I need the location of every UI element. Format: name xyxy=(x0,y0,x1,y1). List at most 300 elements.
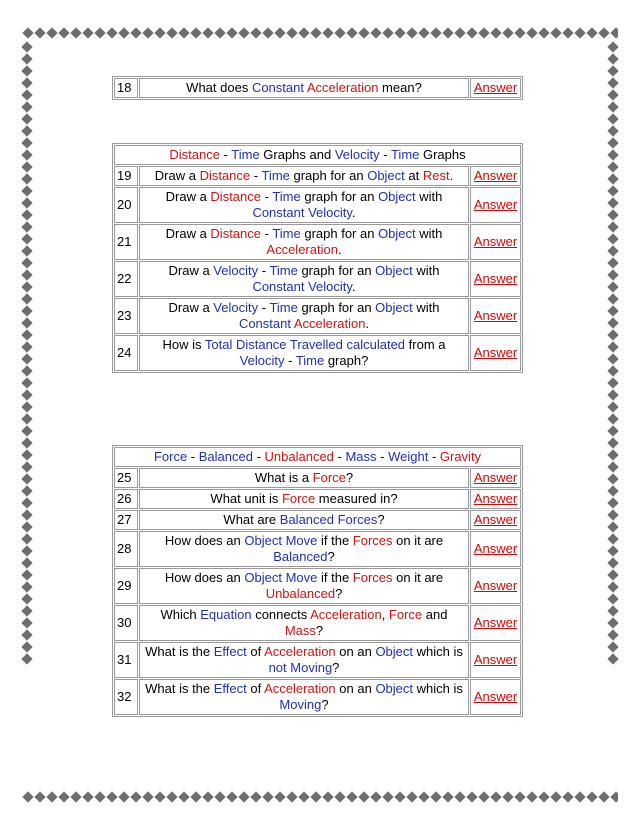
border-diamond-icon xyxy=(21,329,32,340)
border-diamond-icon xyxy=(21,533,32,544)
border-diamond-icon xyxy=(118,27,129,38)
question-text-segment: - xyxy=(376,449,389,464)
border-diamond-icon xyxy=(442,791,453,802)
border-diamond-icon xyxy=(607,581,618,592)
question-text-segment: - xyxy=(250,168,262,183)
border-diamond-icon xyxy=(466,791,477,802)
table-row xyxy=(114,78,521,98)
answer-link[interactable]: Answer xyxy=(470,78,521,98)
question-text-segment: measured in? xyxy=(315,491,398,506)
answer-link[interactable]: Answer xyxy=(470,166,521,186)
border-diamond-icon xyxy=(607,425,618,436)
question-text xyxy=(139,679,469,715)
highlighted-term: Distance xyxy=(199,168,251,183)
highlighted-term: not Moving xyxy=(268,660,333,675)
page-border-top xyxy=(22,26,618,40)
question-text-segment: with xyxy=(415,189,443,204)
border-diamond-icon xyxy=(478,791,489,802)
answer-link[interactable]: Answer xyxy=(470,531,521,567)
border-diamond-icon xyxy=(190,791,201,802)
border-diamond-icon xyxy=(394,791,405,802)
highlighted-term: Mass xyxy=(284,623,316,638)
question-text-segment: Which xyxy=(160,607,201,622)
border-diamond-icon xyxy=(21,593,32,604)
border-diamond-icon xyxy=(21,221,32,232)
border-diamond-icon xyxy=(607,293,618,304)
question-text-segment: graph for an xyxy=(289,168,368,183)
table-row xyxy=(114,468,521,488)
highlighted-term: Object xyxy=(378,226,416,241)
question-text-segment: - xyxy=(258,263,270,278)
border-diamond-icon xyxy=(21,617,32,628)
question-text-segment: How does an xyxy=(164,533,245,548)
highlighted-term: Rest xyxy=(422,168,450,183)
question-text-segment: which is xyxy=(413,644,463,659)
border-diamond-icon xyxy=(406,27,417,38)
border-diamond-icon xyxy=(550,27,561,38)
question-text xyxy=(139,78,469,98)
border-diamond-icon xyxy=(490,27,501,38)
border-diamond-icon xyxy=(607,341,618,352)
border-diamond-icon xyxy=(310,791,321,802)
question-number: 27 xyxy=(114,510,138,530)
border-diamond-icon xyxy=(106,791,117,802)
question-number: 20 xyxy=(114,187,138,223)
table-row xyxy=(114,261,521,297)
border-diamond-icon xyxy=(586,791,597,802)
border-diamond-icon xyxy=(607,353,618,364)
answer-link[interactable]: Answer xyxy=(470,605,521,641)
highlighted-term: Equation xyxy=(200,607,252,622)
highlighted-term: Acceleration xyxy=(293,316,366,331)
border-diamond-icon xyxy=(21,629,32,640)
highlighted-term: Object xyxy=(375,300,413,315)
border-diamond-icon xyxy=(21,161,32,172)
highlighted-term: Time xyxy=(269,263,298,278)
highlighted-term: Total Distance Travelled calculated xyxy=(204,337,406,352)
question-text-segment: What unit is xyxy=(210,491,282,506)
border-diamond-icon xyxy=(607,329,618,340)
page-border-right xyxy=(606,40,620,790)
border-diamond-icon xyxy=(238,791,249,802)
border-diamond-icon xyxy=(607,629,618,640)
border-diamond-icon xyxy=(154,791,165,802)
border-diamond-icon xyxy=(21,473,32,484)
question-text-segment: ? xyxy=(315,623,324,638)
highlighted-term: Forces xyxy=(352,533,393,548)
question-table-body xyxy=(114,145,521,371)
highlighted-term: Effect xyxy=(213,644,247,659)
question-text-segment: - xyxy=(219,147,232,162)
border-diamond-icon xyxy=(358,27,369,38)
border-diamond-icon xyxy=(370,791,381,802)
answer-link[interactable]: Answer xyxy=(470,187,521,223)
question-text-segment: What is the xyxy=(145,681,214,696)
border-diamond-icon xyxy=(250,791,261,802)
table-row xyxy=(114,510,521,530)
border-diamond-icon xyxy=(274,791,285,802)
border-diamond-icon xyxy=(430,27,441,38)
border-diamond-icon xyxy=(607,149,618,160)
question-text-segment: . xyxy=(351,279,356,294)
question-text-segment: graph? xyxy=(324,353,369,368)
highlighted-term: Acceleration xyxy=(310,607,382,622)
border-diamond-icon xyxy=(154,27,165,38)
border-diamond-icon xyxy=(226,27,237,38)
highlighted-term: Gravity xyxy=(439,449,482,464)
border-diamond-icon xyxy=(21,305,32,316)
border-diamond-icon xyxy=(607,257,618,268)
question-number: 22 xyxy=(114,261,138,297)
border-diamond-icon xyxy=(607,125,618,136)
question-text-segment: ? xyxy=(335,586,343,601)
question-text-segment: which is xyxy=(413,681,463,696)
question-text-segment: on it are xyxy=(392,533,444,548)
border-diamond-icon xyxy=(322,791,333,802)
border-diamond-icon xyxy=(178,27,189,38)
question-text-segment: - xyxy=(261,226,273,241)
border-diamond-icon xyxy=(130,791,141,802)
table-row xyxy=(114,298,521,334)
answer-link[interactable]: Answer xyxy=(470,568,521,604)
section-heading xyxy=(114,447,521,467)
border-diamond-icon xyxy=(21,641,32,652)
border-diamond-icon xyxy=(21,77,32,88)
border-diamond-icon xyxy=(418,791,429,802)
border-diamond-icon xyxy=(526,791,537,802)
answer-link[interactable]: Answer xyxy=(470,468,521,488)
border-diamond-icon xyxy=(370,27,381,38)
question-text xyxy=(139,298,469,334)
border-diamond-icon xyxy=(238,27,249,38)
highlighted-term: Object xyxy=(375,644,414,659)
border-diamond-icon xyxy=(46,27,57,38)
border-diamond-icon xyxy=(250,27,261,38)
highlighted-term: Force xyxy=(153,449,188,464)
border-diamond-icon xyxy=(166,27,177,38)
table-row xyxy=(114,642,521,678)
question-text-segment: ? xyxy=(332,660,340,675)
highlighted-term: Time xyxy=(261,168,290,183)
highlighted-term: Unbalanced xyxy=(264,449,334,464)
question-text xyxy=(139,468,469,488)
question-text-segment: ? xyxy=(377,512,385,527)
border-diamond-icon xyxy=(607,533,618,544)
border-diamond-icon xyxy=(607,89,618,100)
border-diamond-icon xyxy=(21,245,32,256)
border-diamond-icon xyxy=(21,449,32,460)
question-text-segment: What is the xyxy=(145,644,214,659)
question-text xyxy=(139,605,469,641)
border-diamond-icon xyxy=(298,27,309,38)
border-diamond-icon xyxy=(607,509,618,520)
border-diamond-icon xyxy=(607,305,618,316)
border-diamond-icon xyxy=(214,791,225,802)
question-table-forces xyxy=(112,445,523,717)
question-number: 31 xyxy=(114,642,138,678)
border-diamond-icon xyxy=(346,791,357,802)
question-number: 21 xyxy=(114,224,138,260)
question-text-segment: from a xyxy=(405,337,446,352)
border-diamond-icon xyxy=(286,791,297,802)
question-text xyxy=(139,335,469,371)
question-text-segment: - xyxy=(187,449,199,464)
question-text-segment: Draw a xyxy=(168,263,214,278)
question-number: 29 xyxy=(114,568,138,604)
border-diamond-icon xyxy=(607,461,618,472)
border-diamond-icon xyxy=(262,27,273,38)
border-diamond-icon xyxy=(334,791,345,802)
question-table-constant-acceleration xyxy=(112,76,523,100)
border-diamond-icon xyxy=(21,377,32,388)
border-diamond-icon xyxy=(21,137,32,148)
border-diamond-icon xyxy=(21,521,32,532)
question-text xyxy=(139,166,469,186)
border-diamond-icon xyxy=(454,791,465,802)
question-text xyxy=(139,489,469,509)
border-diamond-icon xyxy=(21,605,32,616)
border-diamond-icon xyxy=(70,791,81,802)
section-heading xyxy=(114,145,521,165)
question-text-segment: - xyxy=(428,449,440,464)
border-diamond-icon xyxy=(142,27,153,38)
question-text-segment: of xyxy=(246,681,265,696)
question-number: 19 xyxy=(114,166,138,186)
border-diamond-icon xyxy=(607,113,618,124)
border-diamond-icon xyxy=(21,185,32,196)
answer-link[interactable]: Answer xyxy=(470,335,521,371)
border-diamond-icon xyxy=(130,27,141,38)
border-diamond-icon xyxy=(607,413,618,424)
question-text-segment: How is xyxy=(162,337,205,352)
border-diamond-icon xyxy=(538,27,549,38)
highlighted-term: Object xyxy=(367,168,405,183)
border-diamond-icon xyxy=(607,53,618,64)
highlighted-term: Time xyxy=(390,147,420,162)
question-text-segment: mean? xyxy=(378,80,422,95)
border-diamond-icon xyxy=(574,791,585,802)
highlighted-term: Velocity xyxy=(213,300,259,315)
question-text-segment: Draw a xyxy=(165,226,211,241)
border-diamond-icon xyxy=(202,791,213,802)
question-text-segment: What is a xyxy=(254,470,313,485)
border-diamond-icon xyxy=(526,27,537,38)
border-diamond-icon xyxy=(34,791,45,802)
highlighted-term: Object xyxy=(378,189,416,204)
question-text xyxy=(139,224,469,260)
highlighted-term: Moving xyxy=(279,697,322,712)
border-diamond-icon xyxy=(21,113,32,124)
question-table-body xyxy=(114,78,521,98)
border-diamond-icon xyxy=(394,27,405,38)
question-text-segment: with xyxy=(412,263,440,278)
border-diamond-icon xyxy=(21,197,32,208)
question-text-segment: ? xyxy=(345,470,354,485)
border-diamond-icon xyxy=(46,791,57,802)
border-diamond-icon xyxy=(82,791,93,802)
border-diamond-icon xyxy=(21,401,32,412)
answer-link[interactable]: Answer xyxy=(470,510,521,530)
border-diamond-icon xyxy=(607,185,618,196)
border-diamond-icon xyxy=(21,317,32,328)
highlighted-term: Velocity xyxy=(213,263,259,278)
question-text-segment: - xyxy=(379,147,391,162)
highlighted-term: Time xyxy=(231,147,260,162)
border-diamond-icon xyxy=(322,27,333,38)
question-text xyxy=(139,531,469,567)
question-text xyxy=(139,261,469,297)
highlighted-term: Move xyxy=(285,570,318,585)
highlighted-term: Acceleration xyxy=(264,681,336,696)
border-diamond-icon xyxy=(334,27,345,38)
question-text-segment: - xyxy=(258,300,270,315)
highlighted-term: Balanced xyxy=(198,449,253,464)
border-diamond-icon xyxy=(607,209,618,220)
border-diamond-icon xyxy=(454,27,465,38)
border-diamond-icon xyxy=(607,137,618,148)
section-heading-row xyxy=(114,447,521,467)
answer-link[interactable]: Answer xyxy=(470,679,521,715)
highlighted-term: Distance xyxy=(169,147,220,162)
border-diamond-icon xyxy=(21,341,32,352)
border-diamond-icon xyxy=(22,791,33,802)
border-diamond-icon xyxy=(21,125,32,136)
highlighted-term: Move xyxy=(285,533,318,548)
question-text-segment: . xyxy=(351,205,356,220)
question-number: 32 xyxy=(114,679,138,715)
border-diamond-icon xyxy=(382,791,393,802)
border-diamond-icon xyxy=(94,791,105,802)
question-text-segment: Graphs xyxy=(419,147,466,162)
border-diamond-icon xyxy=(21,425,32,436)
highlighted-term: Time xyxy=(269,300,298,315)
border-diamond-icon xyxy=(607,449,618,460)
border-diamond-icon xyxy=(82,27,93,38)
border-diamond-icon xyxy=(166,791,177,802)
answer-link[interactable]: Answer xyxy=(470,642,521,678)
border-diamond-icon xyxy=(118,791,129,802)
border-diamond-icon xyxy=(21,389,32,400)
highlighted-term: Acceleration xyxy=(306,80,379,95)
border-diamond-icon xyxy=(262,791,273,802)
border-diamond-icon xyxy=(607,101,618,112)
border-diamond-icon xyxy=(142,791,153,802)
question-text-segment: , xyxy=(381,607,389,622)
border-diamond-icon xyxy=(21,293,32,304)
question-text-segment: of xyxy=(246,644,265,659)
question-table-distance-time-graphs xyxy=(112,143,523,373)
table-row xyxy=(114,187,521,223)
border-diamond-icon xyxy=(94,27,105,38)
highlighted-term: Acceleration xyxy=(264,644,336,659)
answer-link[interactable]: Answer xyxy=(470,298,521,334)
page-border-left xyxy=(20,40,34,790)
border-diamond-icon xyxy=(607,221,618,232)
question-number: 28 xyxy=(114,531,138,567)
section-heading-row xyxy=(114,145,521,165)
question-table-body xyxy=(114,447,521,715)
question-text-segment: on it are xyxy=(392,570,444,585)
question-text-segment: What does xyxy=(186,80,252,95)
border-diamond-icon xyxy=(514,27,525,38)
question-text-segment: - xyxy=(284,353,296,368)
border-diamond-icon xyxy=(607,569,618,580)
highlighted-term: Effect xyxy=(213,681,247,696)
highlighted-term: Velocity xyxy=(239,353,285,368)
highlighted-term: Object xyxy=(375,681,414,696)
table-row xyxy=(114,335,521,371)
answer-link[interactable]: Answer xyxy=(470,261,521,297)
question-text-segment: graph for an xyxy=(300,189,379,204)
border-diamond-icon xyxy=(610,791,618,802)
border-diamond-icon xyxy=(21,569,32,580)
border-diamond-icon xyxy=(21,281,32,292)
border-diamond-icon xyxy=(21,41,32,52)
border-diamond-icon xyxy=(607,641,618,652)
border-diamond-icon xyxy=(21,149,32,160)
highlighted-term: Distance xyxy=(210,226,261,241)
border-diamond-icon xyxy=(21,545,32,556)
border-diamond-icon xyxy=(574,27,585,38)
border-diamond-icon xyxy=(21,485,32,496)
border-diamond-icon xyxy=(607,317,618,328)
border-diamond-icon xyxy=(550,791,561,802)
highlighted-term: Constant xyxy=(251,80,304,95)
page-border-bottom xyxy=(22,790,618,804)
border-diamond-icon xyxy=(607,401,618,412)
border-diamond-icon xyxy=(22,27,33,38)
border-diamond-icon xyxy=(607,65,618,76)
highlighted-term: Acceleration xyxy=(266,242,338,257)
question-text-segment: What are xyxy=(223,512,280,527)
highlighted-term: Force xyxy=(388,607,423,622)
highlighted-term: Distance xyxy=(210,189,261,204)
border-diamond-icon xyxy=(562,27,573,38)
border-diamond-icon xyxy=(607,473,618,484)
highlighted-term: Balanced xyxy=(273,549,328,564)
border-diamond-icon xyxy=(607,173,618,184)
border-diamond-icon xyxy=(598,791,609,802)
border-diamond-icon xyxy=(21,257,32,268)
highlighted-term: Time xyxy=(272,189,301,204)
highlighted-term: Weight xyxy=(388,449,429,464)
border-diamond-icon xyxy=(607,605,618,616)
answer-link[interactable]: Answer xyxy=(470,224,521,260)
question-text-segment: Graphs and xyxy=(259,147,335,162)
border-diamond-icon xyxy=(58,27,69,38)
border-diamond-icon xyxy=(21,269,32,280)
question-number: 18 xyxy=(114,78,138,98)
answer-link[interactable]: Answer xyxy=(470,489,521,509)
highlighted-term: Object xyxy=(375,263,413,278)
border-diamond-icon xyxy=(442,27,453,38)
border-diamond-icon xyxy=(607,197,618,208)
border-diamond-icon xyxy=(586,27,597,38)
border-diamond-icon xyxy=(607,593,618,604)
border-diamond-icon xyxy=(607,377,618,388)
border-diamond-icon xyxy=(70,27,81,38)
border-diamond-icon xyxy=(21,353,32,364)
highlighted-term: Constant Velocity xyxy=(252,205,352,220)
question-text-segment: if the xyxy=(317,570,353,585)
border-diamond-icon xyxy=(538,791,549,802)
table-row xyxy=(114,605,521,641)
question-text-segment: and xyxy=(422,607,448,622)
border-diamond-icon xyxy=(430,791,441,802)
border-diamond-icon xyxy=(502,791,513,802)
border-diamond-icon xyxy=(286,27,297,38)
question-text xyxy=(139,187,469,223)
